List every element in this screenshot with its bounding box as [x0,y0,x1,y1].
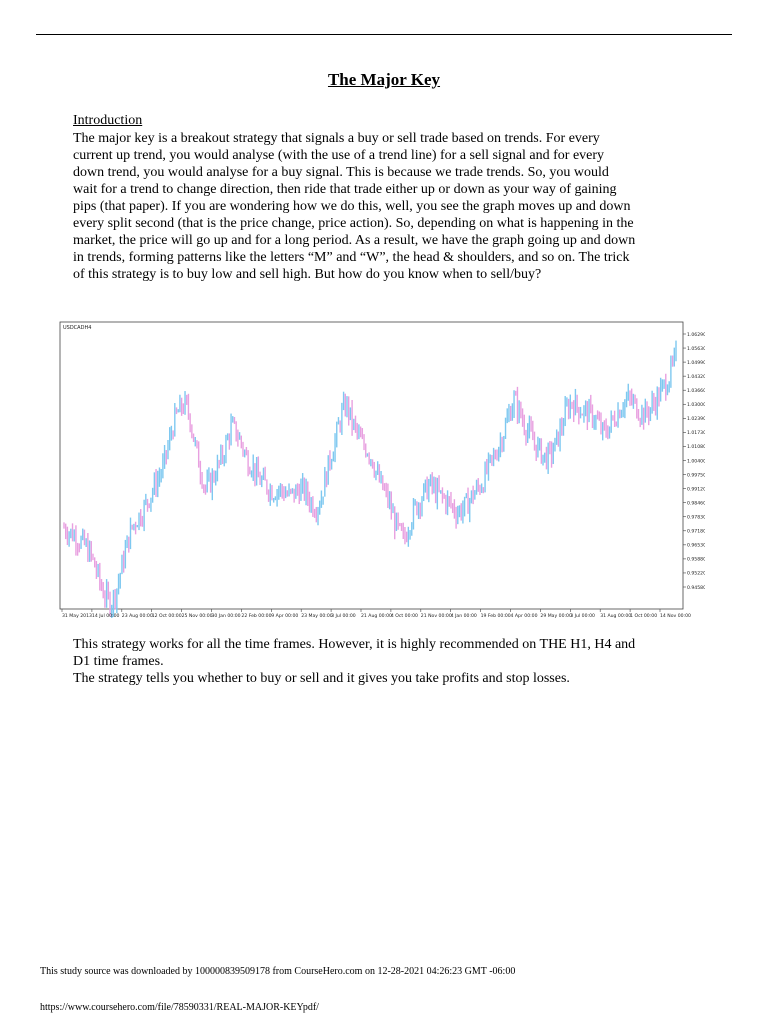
x-tick-label: 3 Jul 00:00 [331,614,356,618]
source-url[interactable]: https://www.coursehero.com/file/78590331/REAL-MAJOR-KEYpdf/ [40,1002,319,1013]
x-tick-label: 23 May 00:00 [301,614,333,618]
x-tick-label: 25 Nov 00:00 [181,614,213,618]
y-tick-label: 1.03000 [687,403,705,409]
after-paragraph [73,636,713,687]
x-tick-label: 21 Nov 00:00 [420,614,452,618]
intro-line: in trends, forming patterns like the letters “M” and “W”, the head & shoulders, and so on. The trick [73,250,630,265]
price-chart [58,320,705,618]
after-line: The strategy tells you whether to buy or sell and it gives you take profits and stop losses. [73,671,570,686]
y-tick-label: 0.97180 [687,529,705,535]
y-axis [683,332,705,591]
y-tick-label: 1.00400 [687,459,705,465]
intro-line: of this strategy is to buy low and sell high. But how do you know when to sell/buy? [73,267,542,282]
x-tick-label: 29 May 00:00 [540,614,572,618]
y-tick-label: 1.03660 [687,389,705,395]
x-tick-label: 1 Oct 00:00 [630,614,658,618]
x-tick-label: 4 Apr 00:00 [510,614,538,618]
y-tick-label: 1.06290 [687,332,705,338]
y-tick-label: 1.01080 [687,445,705,451]
y-tick-label: 1.01730 [687,431,705,437]
x-tick-label: 31 May 2013 [62,614,92,618]
x-tick-label: 9 Apr 00:00 [271,614,299,618]
after-line: This strategy works for all the time frames. However, it is highly recommended on THE H1, H4 and [73,637,636,652]
price-chart-svg [58,320,705,618]
y-tick-label: 0.99120 [687,487,705,493]
intro-line: down trend, you would analyse for a buy signal. This is because we trade trends. So, you would [73,165,609,180]
chart-title: USDCADH4 [63,325,92,331]
intro-line: pips (that paper). If you are wondering how we do this, well, you see the graph moves up and down [73,199,631,214]
x-tick-label: 14 Jul 00:00 [91,614,120,618]
x-tick-label: 4 Oct 00:00 [390,614,418,618]
y-tick-label: 0.94580 [687,585,705,591]
y-tick-label: 0.99750 [687,473,705,479]
y-tick-label: 0.95220 [687,571,705,577]
x-tick-label: 14 Nov 00:00 [660,614,691,618]
x-tick-label: 30 Jan 00:00 [211,614,241,618]
x-axis [62,609,691,618]
y-tick-label: 1.02390 [687,417,705,423]
y-tick-label: 0.95880 [687,557,705,563]
y-tick-label: 1.04320 [687,374,705,380]
top-rule [36,34,732,35]
y-tick-label: 0.96530 [687,543,705,549]
x-tick-label: 21 Aug 00:00 [361,614,392,618]
download-note: This study source was downloaded by 100000839509178 from CourseHero.com on 12-28-2021 04:26:23 GMT -06:00 [40,966,516,977]
intro-line: market, the price will go up and for a long period. As a result, we have the graph going up and down [73,233,636,248]
y-tick-label: 1.04990 [687,360,705,366]
y-tick-label: 1.05630 [687,346,705,352]
x-tick-label: 19 Feb 00:00 [480,614,511,618]
y-tick-label: 0.98460 [687,501,705,507]
x-tick-label: 31 Aug 00:00 [600,614,632,618]
document-title: The Major Key [327,70,441,89]
x-tick-label: 22 Feb 00:00 [241,614,272,618]
x-tick-label: 12 Oct 00:00 [151,614,182,618]
x-tick-label: 4 Jan 00:00 [450,614,477,618]
intro-line: wait for a trend to change direction, then ride that trade either up or down as your way of gaining [73,182,617,197]
section-heading-introduction: Introduction [73,113,143,128]
intro-line: The major key is a breakout strategy that signals a buy or sell trade based on trends. For every [73,131,600,146]
after-line: D1 time frames. [73,654,164,669]
x-tick-label: 23 Aug 00:00 [121,614,153,618]
x-tick-label: 3 Jul 00:00 [570,614,595,618]
intro-line: current up trend, you would analyse (with the use of a trend line) for a sell signal and for every [73,148,605,163]
y-tick-label: 0.97830 [687,515,705,521]
intro-line: every split second (that is the price change, price action). So, depending on what is happening in the [73,216,634,231]
intro-paragraph [73,130,713,283]
